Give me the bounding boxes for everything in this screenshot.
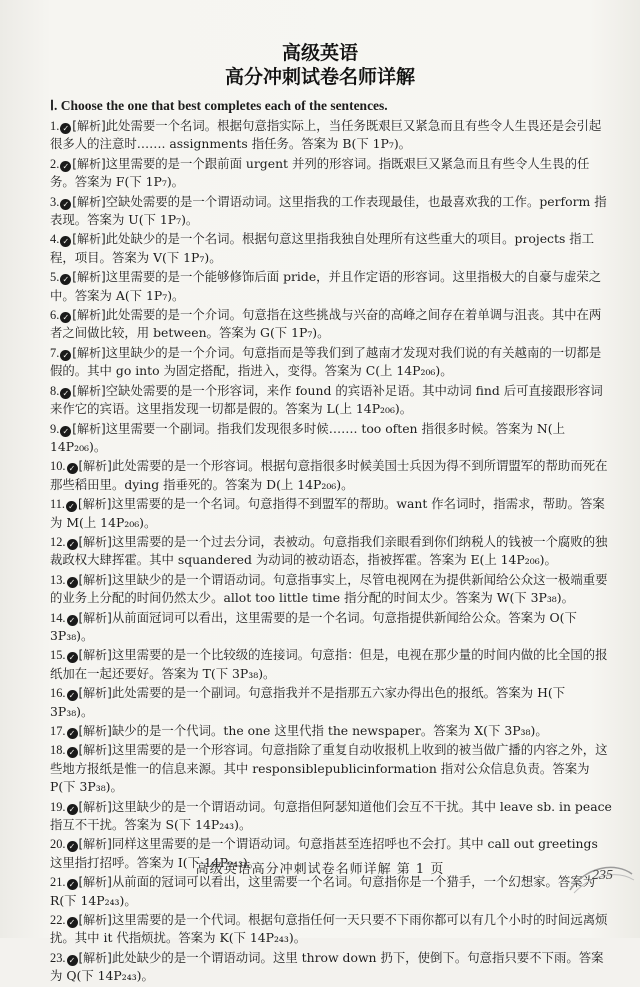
- check-icon: ✓: [60, 199, 71, 210]
- item-text: 这里需要的是一个比较级的连接词。句意指：但是，电视在那少量的时间内做的比全国的报纸加在一起还要好。答案为 T(下 3P₃₈)。: [50, 647, 608, 681]
- check-icon: ✓: [67, 463, 78, 474]
- answer-item: [50, 911, 612, 948]
- check-icon: ✓: [67, 841, 78, 852]
- item-text: 缺少的是一个代词。the one 这里代指 the newspaper。答案为 X(下 3P₃₈)。: [111, 723, 548, 738]
- item-text: 此处需要的是一个副词。句意指我并不是指那五六家办得出色的报纸。答案为 H(下 3P₃₈)。: [50, 685, 566, 719]
- answer-item: [50, 533, 612, 570]
- item-number: 22.: [50, 913, 66, 928]
- item-number: 17.: [50, 724, 66, 738]
- item-number: 2.: [50, 156, 60, 171]
- item-number: 9.: [50, 421, 60, 436]
- analysis-tag: [解析]: [78, 686, 112, 701]
- item-number: 7.: [50, 345, 60, 360]
- analysis-tag: [解析]: [78, 572, 112, 587]
- answer-list: [50, 117, 612, 987]
- item-text: 空缺处需要的是一个形容词，来作 found 的宾语补足语。其中动词 find 后可直接跟形容词来作它的宾语。这里指发现一切都是假的。答案为 L(上 14P₂₀₆)。: [50, 382, 603, 417]
- check-icon: ✓: [60, 236, 71, 247]
- answer-item: [50, 306, 612, 343]
- item-text: 这里需要的是一个形容词。句意指除了重复自动收报机上收到的被当做广播的内容之外，这些地方报纸是惟一的信息来源。其中 responsiblepublicinformation 指对公众信息负责。答案为 P(下 3P₃₈)。: [50, 742, 608, 795]
- answer-item: [50, 193, 612, 230]
- item-text: 同样这里需要的是一个谓语动词。句意指甚至连招呼也不会打。其中 call out greetings 这里指打招呼。答案为 I(下 14P₂₄₃)。: [50, 836, 598, 870]
- item-text: 此处需要的是一个形容词。根据句意指很多时候美国士兵因为得不到所谓盟军的帮助而死在那些稻田里。dying 指垂死的。答案为 D(上 14P₂₀₆)。: [50, 458, 608, 492]
- item-text: 这里缺少的是一个谓语动词。句意指但阿瑟知道他们会互不干扰。其中 leave sb. in peace 指互不干扰。答案为 S(下 14P₂₄₃)。: [50, 798, 612, 833]
- analysis-tag: [解析]: [72, 232, 106, 247]
- item-number: 11.: [50, 497, 66, 512]
- item-number: 23.: [50, 950, 66, 965]
- answer-item: [50, 420, 612, 457]
- item-text: 这里缺少的是一个谓语动词。句意指事实上，尽管电视网在为提供新闻给公众这一极端重要的业务上分配的时间仍然太少。allot too little time 指分配的时间太少。答案为 W(下 3P₃₈)。: [50, 571, 608, 606]
- analysis-tag: [解析]: [72, 383, 106, 398]
- answer-item: [50, 741, 612, 796]
- item-number: 14.: [50, 610, 66, 625]
- item-text: 这里需要的是一个名词。句意指得不到盟军的帮助。want 作名词时，指需求，帮助。答案为 M(上 14P₂₀₆)。: [50, 496, 605, 530]
- answer-item: [50, 457, 612, 494]
- item-text: 此处需要一个名词。根据句意指实际上，当任务既艰巨又紧急而且有些令人生畏还是会引起很多人的注意时……. assignments 指任务。答案为 B(下 1P₇)。: [50, 118, 602, 152]
- item-number: 6.: [50, 308, 60, 323]
- check-icon: ✓: [60, 123, 71, 134]
- item-number: 16.: [50, 686, 66, 701]
- analysis-tag: [解析]: [78, 799, 112, 814]
- analysis-tag: [解析]: [78, 610, 112, 625]
- analysis-tag: [解析]: [78, 534, 112, 549]
- check-icon: ✓: [67, 690, 78, 701]
- analysis-tag: [解析]: [78, 913, 112, 928]
- item-number: 10.: [50, 459, 66, 474]
- item-number: 5.: [50, 270, 60, 285]
- item-text: 这里需要的是一个能够修饰后面 pride，并且作定语的形容词。这里指极大的自豪与虚荣之中。答案为 A(下 1P₇)。: [50, 269, 602, 303]
- answer-item: [50, 949, 612, 986]
- item-text: 这里需要的是一个过去分词，表被动。句意指我们亲眼看到你们纳税人的钱被一个腐败的独裁政权大肆挥霍。其中 squandered 为动词的被动语态，指被挥霍。答案为 E(上 14P₂₀₆)。: [50, 533, 608, 568]
- check-icon: ✓: [60, 312, 71, 323]
- check-icon: ✓: [67, 615, 78, 626]
- check-icon: ✓: [67, 955, 78, 966]
- analysis-tag: [解析]: [72, 156, 106, 171]
- item-text: 这里需要的是一个代词。根据句意指任何一天只要不下雨你都可以有几个小时的时间远离烦扰。其中 it 代指烦扰。答案为 K(下 14P₂₄₃)。: [50, 912, 608, 946]
- analysis-tag: [解析]: [78, 875, 112, 890]
- check-icon: ✓: [60, 161, 71, 172]
- check-icon: ✓: [60, 274, 71, 285]
- page-title: 高级英语: [281, 42, 358, 64]
- check-icon: ✓: [67, 577, 78, 588]
- item-number: 21.: [50, 875, 66, 890]
- item-text: 这里需要的是一个跟前面 urgent 并列的形容词。指既艰巨又紧急而且有些令人生畏的任务。答案为 F(下 1P₇)。: [50, 155, 590, 190]
- answer-item: [50, 117, 612, 154]
- answer-item: [50, 495, 612, 532]
- answer-item: [50, 684, 612, 721]
- check-icon: ✓: [67, 728, 78, 739]
- check-icon: ✓: [67, 879, 78, 890]
- check-icon: ✓: [66, 501, 77, 512]
- analysis-tag: [解析]: [78, 837, 112, 852]
- analysis-tag: [解析]: [72, 119, 106, 133]
- answer-item: [50, 646, 612, 683]
- analysis-tag: [解析]: [72, 270, 106, 285]
- item-number: 18.: [50, 743, 66, 758]
- item-text: 此处需要的是一个介词。句意指在这些挑战与兴奋的高峰之间存在着单调与沮丧。其中在两者之间做比较，用 between。答案为 G(下 1P₇)。: [50, 307, 602, 341]
- analysis-tag: [解析]: [72, 421, 106, 436]
- check-icon: ✓: [67, 804, 78, 815]
- answer-item: [50, 268, 612, 305]
- item-number: 19.: [50, 799, 66, 814]
- answer-item: [50, 873, 612, 910]
- item-text: 这里需要一个副词。指我们发现很多时候……. too often 指很多时候。答案为 N(上 14P₂₀₆)。: [50, 420, 565, 454]
- answer-item: [50, 344, 612, 381]
- item-text: 这里缺少的是一个介词。句意指而是等我们到了越南才发现对我们说的有关越南的一切都是假的。其中 go into 为固定搭配，指进入，变得。答案为 C(上 14P₂₀₆)。: [50, 344, 602, 379]
- check-icon: ✓: [67, 747, 78, 758]
- item-text: 空缺处需要的是一个谓语动词。这里指我的工作表现最佳，也最喜欢我的工作。perform 指表现。答案为 U(下 1P₇)。: [50, 193, 607, 228]
- item-number: 13.: [50, 572, 66, 587]
- page-number: 235: [592, 868, 613, 883]
- check-icon: ✓: [67, 652, 78, 663]
- check-icon: ✓: [60, 426, 71, 437]
- page-footer: 高级英语高分冲刺试卷名师详解 第 1 页: [195, 862, 445, 877]
- analysis-tag: [解析]: [78, 950, 112, 965]
- item-text: 此处缺少的是一个名词。根据句意这里指我独自处理所有这些重大的项目。projects 指工程，项目。答案为 V(下 1P₇)。: [50, 231, 595, 265]
- item-number: 4.: [50, 232, 60, 247]
- item-number: 3.: [50, 194, 60, 209]
- analysis-tag: [解析]: [78, 459, 112, 474]
- answer-item: [50, 722, 612, 740]
- item-text: 从前面冠词可以看出，这里需要的是一个名词。句意指提供新闻给公众。答案为 O(下 3P₃₈)。: [50, 609, 577, 643]
- item-number: 8.: [50, 383, 60, 398]
- answer-item: [50, 155, 612, 192]
- analysis-tag: [解析]: [78, 497, 112, 512]
- item-text: 此处缺少的是一个谓语动词。这里 throw down 扔下，使倒下。句意指只要不下雨。答案为 Q(下 14P₂₄₃)。: [50, 949, 604, 984]
- item-number: 15.: [50, 648, 66, 663]
- check-icon: ✓: [67, 917, 78, 928]
- check-icon: ✓: [60, 388, 71, 399]
- item-number: 20.: [50, 837, 66, 852]
- answer-item: [50, 571, 612, 608]
- item-text: 从前面的冠词可以看出，这里需要一个名词。句意指你是一个猎手，一个幻想家。答案为 R(下 14P₂₄₃)。: [50, 874, 596, 908]
- analysis-tag: [解析]: [78, 724, 112, 738]
- page-subtitle: 高分冲刺试卷名师详解: [224, 66, 415, 88]
- item-number: 12.: [50, 534, 66, 549]
- check-icon: ✓: [67, 539, 78, 550]
- analysis-tag: [解析]: [72, 345, 106, 360]
- section-heading: Ⅰ. Choose the one that best completes each of the sentences.: [50, 98, 388, 113]
- answer-item: [50, 798, 612, 835]
- analysis-tag: [解析]: [78, 743, 112, 758]
- check-icon: ✓: [60, 350, 71, 361]
- analysis-tag: [解析]: [72, 194, 106, 209]
- answer-item: [50, 382, 612, 419]
- answer-item: [50, 609, 612, 646]
- analysis-tag: [解析]: [72, 308, 106, 323]
- answer-item: [50, 230, 612, 267]
- item-number: 1.: [50, 119, 60, 133]
- analysis-tag: [解析]: [78, 648, 112, 663]
